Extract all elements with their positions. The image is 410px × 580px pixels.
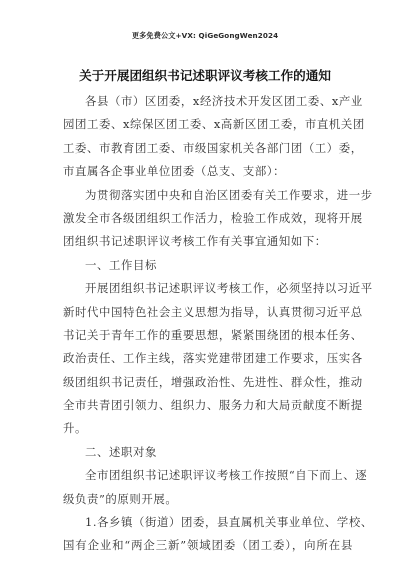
body-line: 1.各乡镇（街道）团委，县直属机关事业单位、学校、 (85, 515, 373, 530)
body-line: 激发全市各级团组织工作活力，检验工作成效，现将开展 (63, 210, 363, 225)
body-line: 园团工委、x综保区团工委、x高新区团工委，市直机关团 (63, 117, 365, 132)
section-heading: 一、工作目标 (85, 257, 157, 272)
body-line: 开展团组织书记述职评议考核工作，必须坚持以习近平 (85, 281, 373, 296)
body-line: 升。 (63, 421, 87, 436)
body-line: 市直属各企事业单位团委（总支、支部）： (63, 164, 286, 179)
header-note: 更多免费公文+VX: QiGeGongWen2024 (131, 31, 279, 40)
body-line: 各县（市）区团委，x经济技术开发区团工委、x产业 (85, 94, 363, 108)
section-heading: 二、述职对象 (85, 444, 157, 459)
body-line: 团组织书记述职评议考核工作有关事宜通知如下： (63, 234, 327, 249)
body-line: 全市共青团引领力、组织力、服务力和大局贡献度不断提 (63, 398, 363, 413)
body-line: 工委、市教育团工委、市级国家机关各部门团（工）委， (63, 140, 363, 155)
page-title: 关于开展团组织书记述职评议考核工作的通知 (79, 68, 331, 83)
document-body (63, 90, 373, 558)
body-line: 国有企业和“两企三新”领域团委（团工委），向所在县 (63, 538, 353, 553)
body-line: 为贯彻落实团中央和自治区团委有关工作要求，进一步 (85, 187, 373, 202)
body-line: 全市团组织书记述职评议考核工作按照“自下而上、逐 (85, 468, 368, 483)
body-line: 级负责”的原则开展。 (63, 491, 178, 506)
body-line: 政治责任、工作主线，落实党建带团建工作要求，压实各 (63, 351, 363, 366)
body-line: 级团组织书记责任，增强政治性、先进性、群众性，推动 (63, 374, 363, 389)
body-line: 书记关于青年工作的重要思想，紧紧围绕团的根本任务、 (63, 327, 363, 342)
body-line: 新时代中国特色社会主义思想为指导，认真贯彻习近平总 (63, 304, 363, 319)
